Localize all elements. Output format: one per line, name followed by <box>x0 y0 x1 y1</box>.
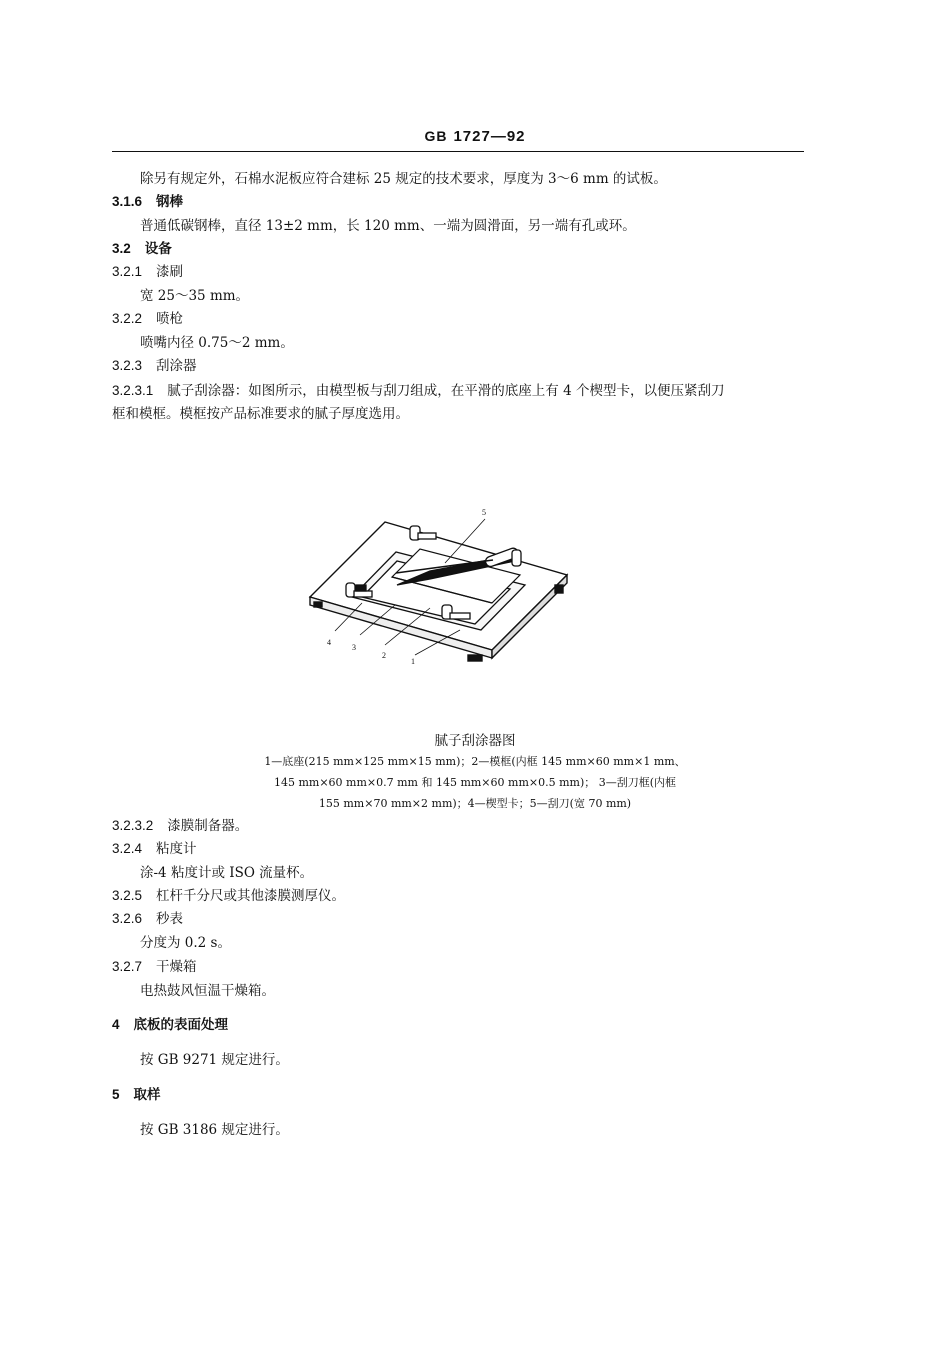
section-number: 3.2.1 <box>112 264 143 279</box>
section-number: 3.2.4 <box>112 841 143 856</box>
section-number: 3.2.5 <box>112 888 143 903</box>
section-3-2-heading <box>112 240 172 258</box>
section-title: 刮涂器 <box>156 358 197 374</box>
section-title: 粘度计 <box>156 841 197 857</box>
section-number: 3.2 <box>112 241 131 256</box>
section-3-2-7-body: 电热鼓风恒温干燥箱。 <box>140 983 275 999</box>
header-rule <box>112 151 804 152</box>
standard-code: GB <box>424 128 448 144</box>
section-number: 4 <box>112 1017 120 1032</box>
figure-label-1: 1 <box>411 657 415 666</box>
section-title: 漆膜制备器。 <box>167 818 249 834</box>
section-3-2-6-heading <box>112 910 183 928</box>
putty-scraper-figure <box>300 505 590 675</box>
intro-paragraph: 除另有规定外，石棉水泥板应符合建标 25 规定的技术要求，厚度为 3～6 mm 的试板。 <box>140 171 667 187</box>
section-3-2-4-heading <box>112 840 197 858</box>
paragraph-text: 腻子刮涂器：如图所示，由模型板与刮刀组成，在平滑的底座上有 4 个楔型卡，以便压紧刮刀 <box>167 383 725 399</box>
section-4-body: 按 GB 9271 规定进行。 <box>140 1052 289 1068</box>
section-3-2-3-2-heading <box>112 817 248 835</box>
section-3-2-1-heading <box>112 263 183 281</box>
section-title: 喷枪 <box>156 311 184 327</box>
section-title: 设备 <box>144 241 172 257</box>
section-number: 3.2.2 <box>112 311 143 326</box>
section-title: 秒表 <box>156 911 184 927</box>
section-number: 3.2.6 <box>112 911 143 926</box>
section-3-2-2-heading <box>112 310 183 328</box>
section-3-2-2-body: 喷嘴内径 0.75～2 mm。 <box>140 335 294 351</box>
page-header <box>0 128 950 145</box>
section-3-1-6-body: 普通低碳钢棒，直径 13±2 mm，长 120 mm、一端为圆滑面，另一端有孔或环。 <box>140 218 636 234</box>
section-title: 漆刷 <box>156 264 184 280</box>
section-title: 杠杆千分尺或其他漆膜测厚仪。 <box>156 888 346 904</box>
section-number: 3.2.7 <box>112 959 143 974</box>
figure-caption-line-3: 155 mm×70 mm×2 mm)；4—楔型卡；5—刮刀(宽 70 mm) <box>318 797 632 810</box>
section-title: 干燥箱 <box>156 959 197 975</box>
section-3-2-6-body: 分度为 0.2 s。 <box>140 935 231 951</box>
section-title: 底板的表面处理 <box>133 1017 229 1033</box>
section-number: 3.1.6 <box>112 194 143 209</box>
figure-label-5: 5 <box>482 508 486 517</box>
wedge-clip-top <box>410 526 436 540</box>
section-3-2-3-heading <box>112 357 197 375</box>
section-title: 钢棒 <box>156 194 184 210</box>
figure-label-3: 3 <box>352 643 356 652</box>
section-5-heading <box>112 1086 161 1104</box>
figure-caption-line-1: 1—底座(215 mm×125 mm×15 mm)；2—模框(内框 145 mm×60 mm×1 mm、 <box>264 755 686 768</box>
section-3-2-5-heading <box>112 887 345 905</box>
section-3-2-4-body: 涂-4 粘度计或 ISO 流量杯。 <box>140 865 314 881</box>
wedge-clip-right <box>512 550 521 566</box>
section-5-body: 按 GB 3186 规定进行。 <box>140 1122 289 1138</box>
section-number: 3.2.3 <box>112 358 143 373</box>
figure-caption-line-2: 145 mm×60 mm×0.7 mm 和 145 mm×60 mm×0.5 mm)； 3—刮刀框(内框 <box>273 776 677 789</box>
section-number: 3.2.3.2 <box>112 818 154 833</box>
section-4-heading <box>112 1016 228 1034</box>
section-number: 5 <box>112 1087 120 1102</box>
standard-number: 1727—92 <box>453 128 526 145</box>
section-title: 取样 <box>133 1087 161 1103</box>
figure-caption-title: 腻子刮涂器图 <box>434 733 516 749</box>
section-3-2-1-body: 宽 25～35 mm。 <box>140 288 250 304</box>
figure-label-4: 4 <box>327 638 331 647</box>
section-number: 3.2.3.1 <box>112 383 154 398</box>
section-3-1-6-heading <box>112 193 183 211</box>
section-3-2-7-heading <box>112 958 197 976</box>
section-3-2-3-1-line2: 框和模框。模框按产品标准要求的腻子厚度选用。 <box>112 406 409 422</box>
section-3-2-3-1-line1 <box>112 382 724 400</box>
figure-label-2: 2 <box>382 651 386 660</box>
